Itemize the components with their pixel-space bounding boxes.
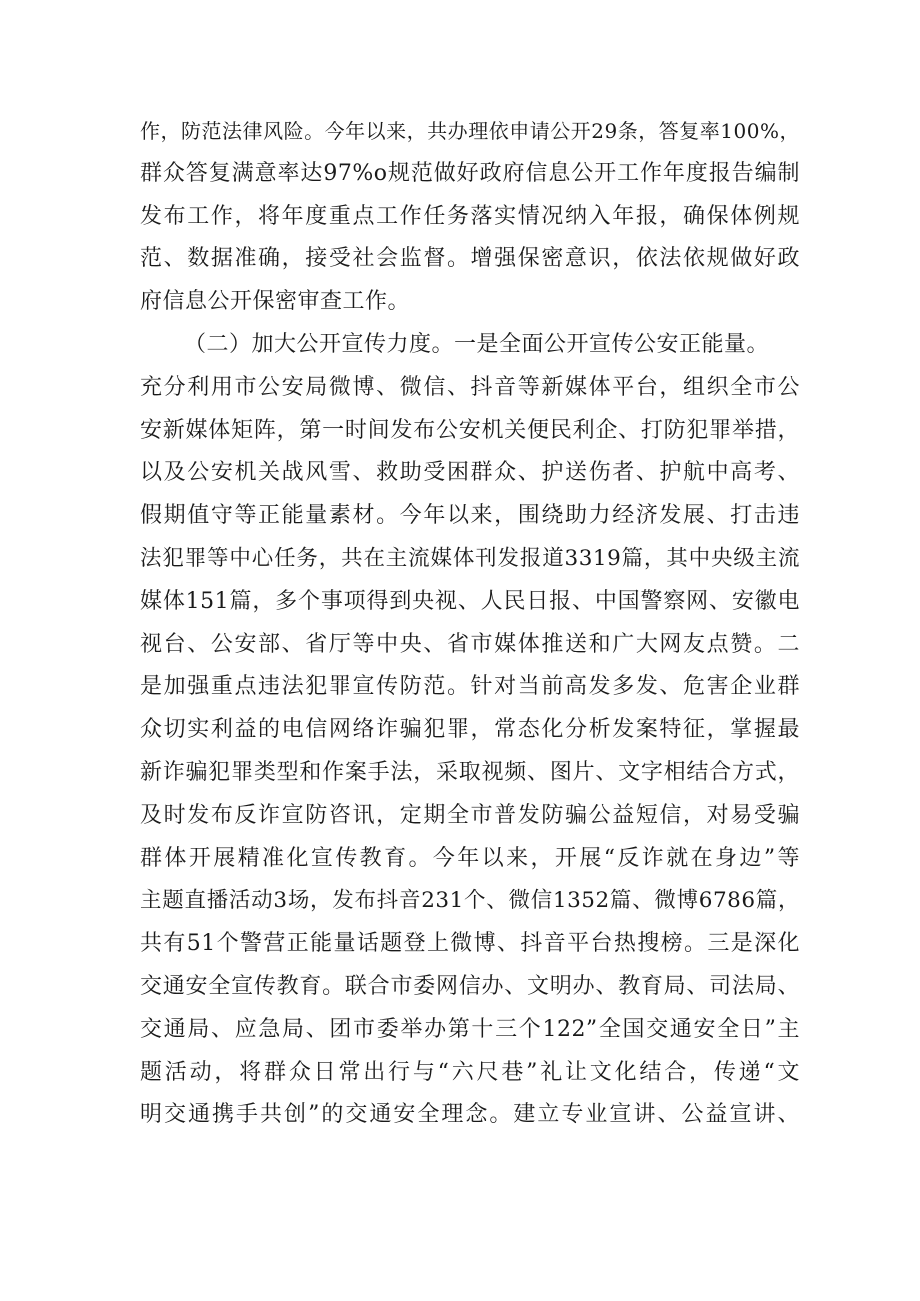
text-line-24: 明交通携手共创”的交通安全理念。建立专业宣讲、公益宣讲、 [140, 1102, 800, 1128]
text-line-15: 众切实利益的电信网络诈骗犯罪，常态化分析发案特征，掌握最 [140, 717, 800, 743]
text-line-14: 是加强重点违法犯罪宣传防范。针对当前高发多发、危害企业群 [140, 674, 800, 700]
text-line-4: 范、数据准确，接受社会监督。增强保密意识，依法依规做好政 [140, 246, 800, 272]
text-line-3: 发布工作，将年度重点工作任务落实情况纳入年报，确保体例规 [140, 203, 800, 229]
text-line-9: 以及公安机关战风雪、救助受困群众、护送伤者、护航中高考、 [140, 460, 800, 486]
text-line-23: 题活动，将群众日常出行与“六尺巷”礼让文化结合，传递“文 [140, 1059, 800, 1085]
text-line-18: 群体开展精准化宣传教育。今年以来，开展“反诈就在身边”等 [140, 845, 800, 871]
section-heading-line: （二）加大公开宣传力度。一是全面公开宣传公安正能量。 [184, 331, 770, 357]
text-line-17: 及时发布反诈宣防咨讯，定期全市普发防骗公益短信，对易受骗 [140, 802, 800, 828]
text-line-1: 作，防范法律风险。今年以来，共办理依申请公开29条，答复率100%， [140, 119, 800, 143]
text-line-20: 共有51个警营正能量话题登上微博、抖音平台热搜榜。三是深化 [140, 931, 800, 957]
text-line-22: 交通局、应急局、团市委举办第十三个122”全国交通安全日”主 [140, 1016, 800, 1042]
text-line-12: 媒体151篇，多个事项得到央视、人民日报、中国警察网、安徽电 [140, 588, 800, 614]
text-line-8: 安新媒体矩阵，第一时间发布公安机关便民利企、打防犯罪举措， [140, 417, 800, 443]
text-line-21: 交通安全宣传教育。联合市委网信办、文明办、教育局、司法局、 [140, 973, 800, 999]
text-line-19: 主题直播活动3场，发布抖音231个、微信1352篇、微博6786篇， [140, 888, 800, 914]
text-line-5: 府信息公开保密审查工作。 [140, 289, 411, 315]
text-line-16: 新诈骗犯罪类型和作案手法，采取视频、图片、文字相结合方式， [140, 759, 800, 785]
text-line-11: 法犯罪等中心任务，共在主流媒体刊发报道3319篇，其中央级主流 [140, 545, 800, 571]
text-line-10: 假期值守等正能量素材。今年以来，围绕助力经济发展、打击违 [140, 503, 800, 529]
text-line-2: 群众答复满意率达97%o规范做好政府信息公开工作年度报告编制 [140, 160, 800, 186]
text-line-7: 充分利用市公安局微博、微信、抖音等新媒体平台，组织全市公 [140, 374, 800, 400]
document-body [140, 110, 800, 1137]
text-line-13: 视台、公安部、省厅等中央、省市媒体推送和广大网友点赞。二 [140, 631, 800, 657]
